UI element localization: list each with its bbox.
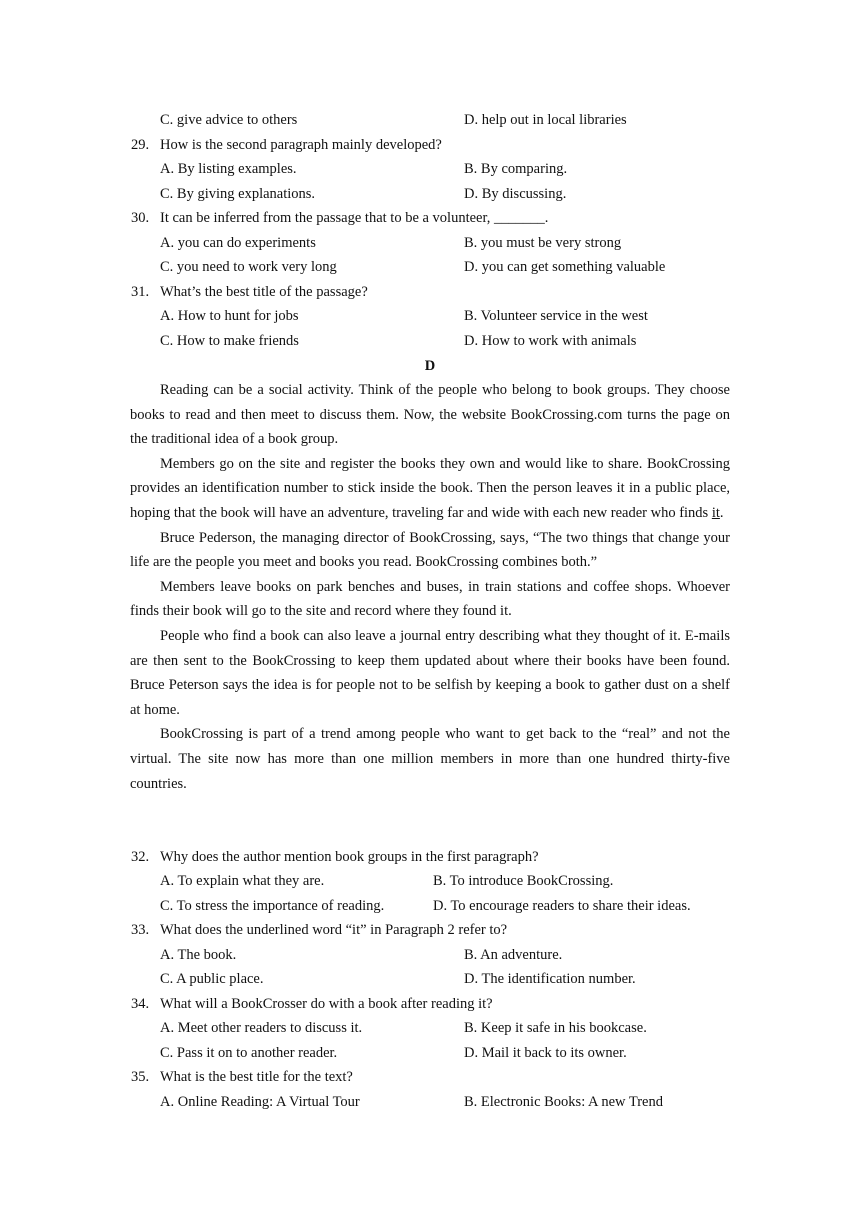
q29-option-b: B. By comparing.	[464, 161, 568, 177]
q30-option-d: D. you can get something valuable	[464, 259, 666, 275]
passage-paragraph-6: BookCrossing is part of a trend among people who want to get back to the “real” and not the virtual. The site now has more than one million members in more than one hundred thirty-five countries.	[130, 726, 730, 792]
q35-option-b: B. Electronic Books: A new Trend	[464, 1094, 663, 1110]
q30-option-b: B. you must be very strong	[464, 235, 622, 251]
q30-question: It can be inferred from the passage that to be a volunteer, _______.	[160, 210, 549, 226]
q29-option-d: D. By discussing.	[464, 186, 567, 202]
q34-option-d: D. Mail it back to its owner.	[464, 1045, 627, 1061]
passage-paragraph-3: Bruce Pederson, the managing director of BookCrossing, says, “The two things that change your life are the people you meet and books you read. BookCrossing combines both.”	[130, 529, 730, 571]
q30-number: 30.	[131, 210, 150, 226]
q34-number: 34.	[131, 996, 150, 1012]
q35-option-a: A. Online Reading: A Virtual Tour	[160, 1094, 360, 1110]
q31-option-b: B. Volunteer service in the west	[464, 308, 648, 324]
q35-question: What is the best title for the text?	[160, 1069, 353, 1085]
q32-option-d: D. To encourage readers to share their ideas.	[433, 898, 691, 914]
q31-option-a: A. How to hunt for jobs	[160, 308, 299, 324]
q32-option-b: B. To introduce BookCrossing.	[433, 873, 614, 889]
q31-question: What’s the best title of the passage?	[160, 284, 368, 300]
q29-option-c: C. By giving explanations.	[160, 186, 316, 202]
q31-number: 31.	[131, 284, 150, 300]
q33-question: What does the underlined word “it” in Paragraph 2 refer to?	[160, 922, 508, 938]
q34-question: What will a BookCrosser do with a book after reading it?	[160, 996, 493, 1012]
q29-question: How is the second paragraph mainly developed?	[160, 137, 442, 153]
q35-number: 35.	[131, 1069, 150, 1085]
q33-number: 33.	[131, 922, 150, 938]
q29-option-a: A. By listing examples.	[160, 161, 297, 177]
q31-option-d: D. How to work with animals	[464, 333, 637, 349]
underlined-word-it: it	[711, 504, 720, 521]
q33-option-c: C. A public place.	[160, 971, 264, 987]
q28-option-d: D. help out in local libraries	[464, 112, 627, 128]
q31-option-c: C. How to make friends	[160, 333, 299, 349]
passage-paragraph-1: Reading can be a social activity. Think of the people who belong to book groups. They choose books to read and then meet to discuss them. Now, the website BookCrossing.com turns the page on the traditional idea of a book group.	[130, 382, 730, 448]
q30-option-c: C. you need to work very long	[160, 259, 337, 275]
q32-question: Why does the author mention book groups in the first paragraph?	[160, 849, 539, 865]
q28-option-c: C. give advice to others	[160, 112, 298, 128]
passage-paragraph-4: Members leave books on park benches and buses, in train stations and coffee shops. Whoever finds their book will go to the site and record where they found it.	[130, 578, 730, 620]
passage-paragraph-2: Members go on the site and register the books they own and would like to share. BookCrossing provides an identification number to stick inside the book. Then the person leaves it in a public place, hoping that the book will have an adventure, traveling far and wide with each new reader who finds it.	[130, 455, 730, 521]
reading-passage	[130, 378, 730, 796]
q32-number: 32.	[131, 849, 150, 865]
q34-option-b: B. Keep it safe in his bookcase.	[464, 1020, 647, 1036]
q32-option-c: C. To stress the importance of reading.	[160, 898, 385, 914]
q34-option-a: A. Meet other readers to discuss it.	[160, 1020, 363, 1036]
q33-option-b: B. An adventure.	[464, 947, 563, 963]
passage-paragraph-5: People who find a book can also leave a journal entry describing what they thought of it. E-mails are then sent to the BookCrossing to keep them updated about where their books have been found. Bruce Peterson says the idea is for people not to be selfish by keeping a book to gather dust on a shelf at home.	[130, 627, 730, 718]
q29-number: 29.	[131, 137, 150, 153]
q34-option-c: C. Pass it on to another reader.	[160, 1045, 338, 1061]
section-heading: D	[424, 358, 436, 374]
q30-option-a: A. you can do experiments	[160, 235, 316, 251]
q33-option-d: D. The identification number.	[464, 971, 636, 987]
q33-option-a: A. The book.	[160, 947, 237, 963]
q32-option-a: A. To explain what they are.	[160, 873, 325, 889]
